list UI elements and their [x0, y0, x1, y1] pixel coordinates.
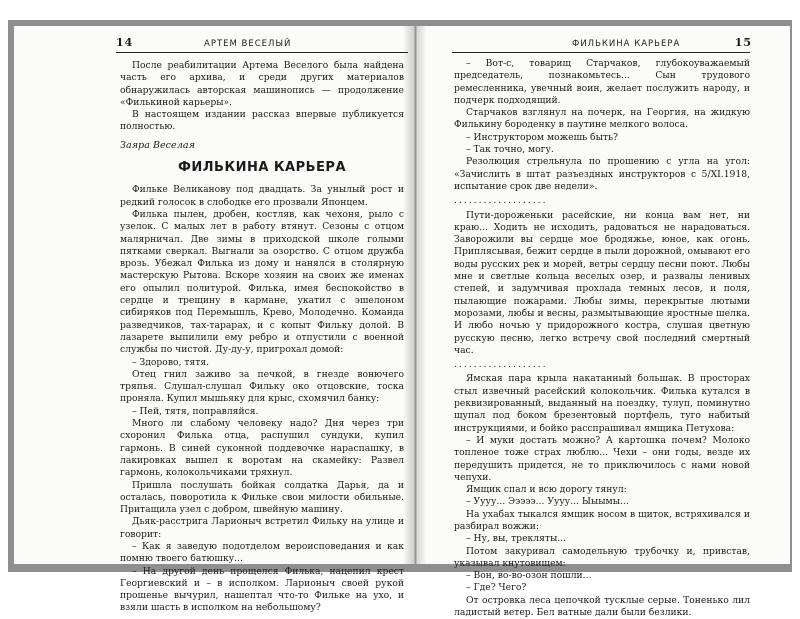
- right-text-column: [454, 58, 750, 619]
- left-page-header: [116, 38, 406, 52]
- body-paragraph: – Вот-с, товарищ Старчаков, глубокоуважаемый председатель, познакомьтесь... Сын трудового ремесленника, увечный воин, желает послужить народу, и подчерк подходящий.: [454, 58, 750, 106]
- left-page-number: 14: [116, 36, 134, 49]
- body-paragraph: На ухабах тыкался ямщик носом в щиток, встряхивался и разбирал вожжи:: [454, 508, 750, 532]
- body-paragraph: Ямщик спал и всю дорогу тянул:: [466, 484, 627, 496]
- left-header-rule: [116, 52, 408, 53]
- intro-paragraph: В настоящем издании рассказ впервые публикуется полностью.: [120, 109, 404, 133]
- body-paragraph: Старчаков взглянул на почерк, на Георгия, на жидкую Филькину бороденку в паутине мелкого волоса.: [454, 107, 750, 131]
- body-paragraph: Потом закуривал самодельную трубочку и, привстав, указывал кнутовищем:: [454, 545, 750, 569]
- body-paragraph: – Инструктором можешь быть?: [466, 131, 618, 143]
- body-paragraph: Дьяк-расстрига Ларионыч встретил Фильку на улице и говорит:: [120, 516, 404, 540]
- body-paragraph: Много ли слабому человеку надо? Дня через три схоронил Филька отца, распушил сундуки, купил гармонь. В синей суконной поддевочке нараспашку, в лакировках вышел к воротам на скамейку: Развел гармонь, колокольчиками тряхнул.: [120, 418, 404, 479]
- section-separator: ...................: [454, 195, 548, 207]
- right-header-rule: [452, 52, 750, 53]
- body-paragraph: От островка леса цепочкой тусклые серые. Тоненько лил ладистый ветер. Бел ватные дали были безлики.: [454, 594, 750, 619]
- body-paragraph: – Вон, во-во-озон пошли...: [466, 570, 592, 582]
- body-paragraph: Фильке Великанову под двадцать. За унылый рост и редкий голосок в слободке его прозвали Японцем.: [120, 184, 404, 208]
- body-paragraph: Отец гнил заживо за печкой, в гнезде вонючего тряпья. Слушал-слушал Фильку око отцовские, тоска проняла. Купил мышьяку для крыс, схомячил банку:: [120, 368, 404, 405]
- body-paragraph: Резолюция стрельнула по прошению с угла на угол: «Зачислить в штат разъездных инструкторов с 5/XI.1918, испытание срок две недели».: [454, 156, 750, 192]
- right-page-number: 15: [734, 36, 752, 49]
- right-page-header: [452, 38, 752, 52]
- left-text-column: [120, 60, 404, 615]
- body-paragraph: – Где? Чего?: [466, 582, 527, 594]
- body-paragraph: – И муки достать можно? А картошка почем? Молоко топленое тоже страх люблю... Чехи – они годы, везде их передушить придется, не то приключилось с нами новой чепухи.: [454, 434, 750, 483]
- section-separator: ...................: [454, 359, 548, 371]
- body-paragraph: – Пей, тятя, поправляйся.: [132, 405, 259, 417]
- body-paragraph: – Здорово, тятя.: [132, 356, 210, 368]
- body-paragraph: Пришла послушать бойкая солдатка Дарья, да и осталась, поворотила к Фильке свои милости обильные. Притащила узел с добром, швейную машину.: [120, 479, 404, 516]
- body-paragraph: – Как я заведую подотделом вероисповедания и как помню твоего батюшку...: [120, 540, 404, 565]
- signature: Заяра Веселая: [120, 139, 195, 151]
- left-running-head: АРТЕМ ВЕСЕЛЫЙ: [204, 39, 292, 49]
- intro-paragraph: После реабилитации Артема Веселого была найдена часть его архива, и среди других материалов обнаружилась авторская машинопись — продолжение «Филькиной карьеры».: [120, 60, 404, 108]
- body-paragraph: Филька пылен, дробен, костляв, как чехоня, рыло с узелок. С малых лет в работу втянут. Сезоны с отцом малярничал. Две зимы в приходской школе голыми пятками сверкал. Выгнали за озорство. С отцом дружба врозь. Убежал Филька из дому и нанялся в столярную мастерскую Рытова. Вскоре хозяин на своих же именах его опылил политурой. Филька, имея беспокойство в сердце и трещину в кармане, укатил с эшелоном сибиряков под Перемышль, Крево, Молодечно. Команда разведчиков, тах-тарарах, и с копыт Фильку долой. В лазарете выпилили ему ребро и отпустили с военной службы по чистой. Ду-ду-у, пригрохал домой:: [120, 208, 404, 356]
- body-paragraph: – Уууу... Эээээ... Уууу... Ыыымы...: [466, 496, 629, 508]
- right-running-head: ФИЛЬКИНА КАРЬЕРА: [572, 39, 681, 49]
- body-paragraph: Ямская пара крыла накатанный большак. В просторах стыл извечный расейский колокольчик. Филька кутался в реквизированный, выданный на поездку, тулуп, поминутно щупал под боком брезентовый портфель, туго набитый инструкциями, и бойко расспрашивал ямщика Петухова:: [454, 373, 750, 434]
- book-gutter: [404, 26, 426, 564]
- body-paragraph: – Ну, вы, трекляты...: [466, 533, 567, 545]
- body-paragraph: – На другой день прощелся Филька, нацепил крест Георгиевский и – в исполком. Ларионыч своей рукой прошенье вычурил, нашептал что-то Фильке на ухо, и взяли шасть в исполком на небольшому?: [120, 565, 404, 614]
- story-title: ФИЛЬКИНА КАРЬЕРА: [177, 160, 347, 176]
- body-paragraph: Пути-дороженьки расейские, ни конца вам нет, ни краю... Ходить не исходить, радоваться не нарадоваться. Заворожили вы сердце мое бродяжье, юное, как огонь. Приплясывая, бежит сердце в пыли дорожной, омывают его воды русских рек и морей, ветры сердцу песни поют. Любы мне и светлые кольца веселых озер, и развалы ленивых степей, и задумчивая прохлада темных лесов, и поля, пылающие пожарами. Любы зимы, перекрытые лютыми морозами, любы и весны, размытывающие яростные шелка. И любо ночью у придорожного костра, слушая цветную русскую песню, легко встречу свой последний смертный час.: [454, 209, 750, 356]
- body-paragraph: – Так точно, могу.: [466, 144, 554, 156]
